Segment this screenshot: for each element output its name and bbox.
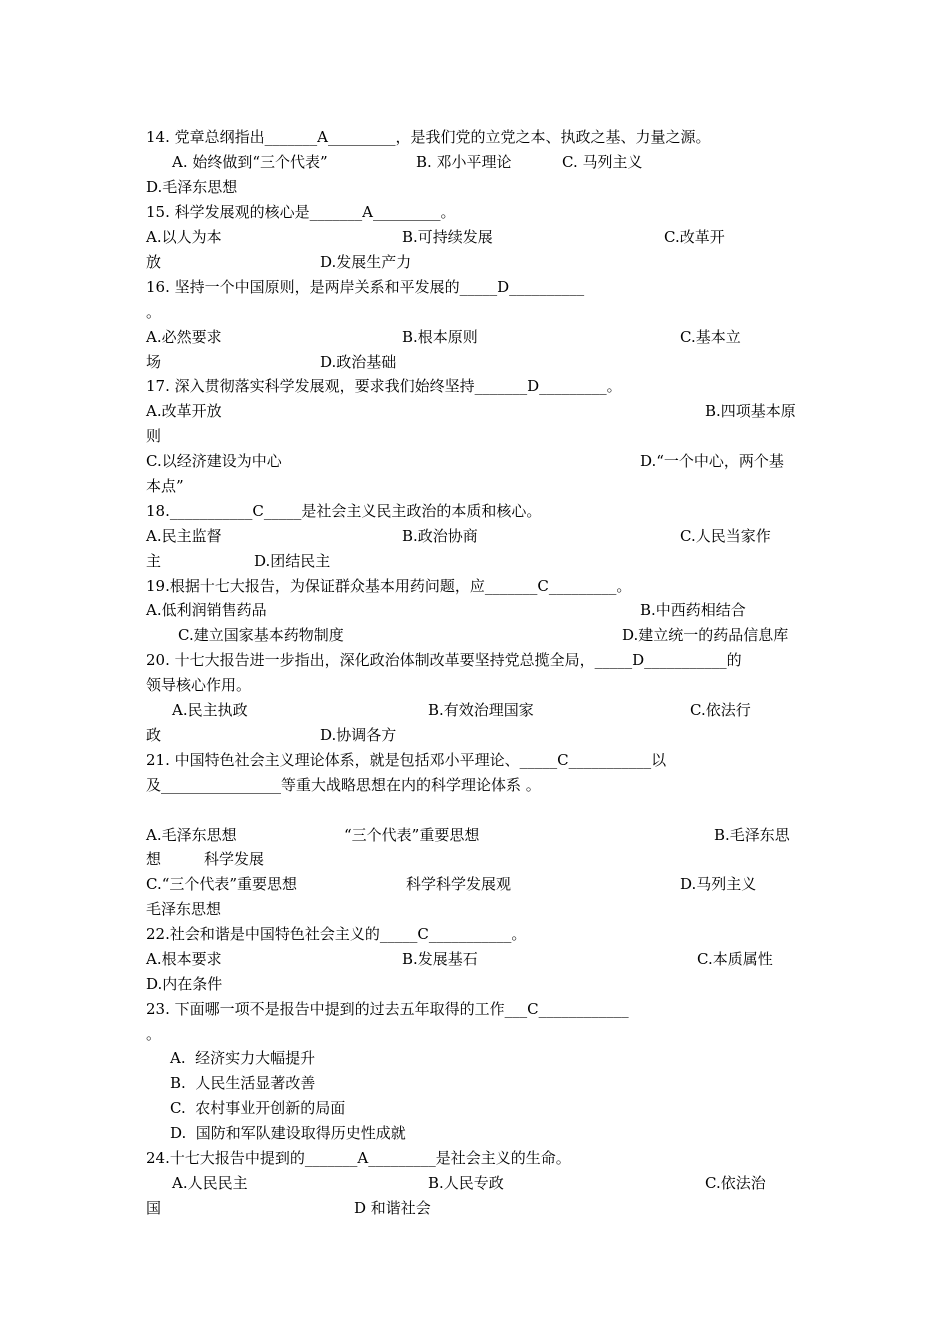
option-20-b: B.有效治理国家 [428, 701, 534, 719]
option-20-c-wrap: 政 [146, 726, 162, 744]
option-21-a: A.毛泽东思想 [146, 826, 237, 844]
question-20: 20. 十七大报告进一步指出，深化政治体制改革要坚持党总揽全局，_____D___________的 [146, 651, 742, 669]
question-18: 18.___________C_____是社会主义民主政治的本质和核心。 [146, 502, 542, 520]
option-19-b: B.中西药相结合 [640, 601, 746, 619]
option-16-c: C.基本立 [680, 328, 741, 346]
question-24: 24.十七大报告中提到的_______A_________是社会主义的生命。 [146, 1149, 571, 1167]
question-15: 15. 科学发展观的核心是_______A_________。 [146, 203, 456, 221]
option-17-a: A.改革开放 [146, 402, 222, 420]
option-21-b-part2: 科学发展 [204, 850, 265, 868]
option-20-d: D.协调各方 [320, 726, 397, 744]
option-21-a-part2: “三个代表”重要思想 [344, 826, 480, 844]
option-22-d: D.内在条件 [146, 975, 223, 993]
option-14-d: D.毛泽东思想 [146, 178, 238, 196]
option-20-a: A.民主执政 [172, 701, 248, 719]
option-16-a: A.必然要求 [146, 328, 222, 346]
question-20-wrap: 领导核心作用。 [146, 676, 252, 694]
option-22-a: A.根本要求 [146, 950, 222, 968]
option-21-b-wrap: 想 [146, 850, 162, 868]
option-24-b: B.人民专政 [428, 1174, 504, 1192]
option-18-a: A.民主监督 [146, 527, 222, 545]
question-19: 19.根据十七大报告，为保证群众基本用药问题，应_______C_________。 [146, 577, 632, 595]
option-17-d-wrap: 本点” [146, 477, 184, 495]
option-21-c: C.“三个代表”重要思想 [146, 875, 298, 893]
option-23-d: D. 国防和军队建设取得历史性成就 [170, 1124, 406, 1142]
question-21-wrap: 及________________等重大战略思想在内的科学理论体系 。 [146, 776, 541, 794]
option-20-c: C.依法行 [690, 701, 751, 719]
question-14: 14. 党章总纲指出_______A_________，是我们党的立党之本、执政之基、力量之源。 [146, 128, 711, 146]
option-14-c: C. 马列主义 [562, 153, 643, 171]
question-16: 16. 坚持一个中国原则，是两岸关系和平发展的_____D__________ [146, 278, 585, 296]
option-19-a: A.低利润销售药品 [146, 601, 267, 619]
question-17: 17. 深入贯彻落实科学发展观，要求我们始终坚持_______D_________。 [146, 377, 622, 395]
option-24-c: C.依法治 [705, 1174, 766, 1192]
question-23: 23. 下面哪一项不是报告中提到的过去五年取得的工作___C____________ [146, 1000, 629, 1018]
option-15-b: B.可持续发展 [402, 228, 493, 246]
option-15-c-wrap: 放 [146, 253, 162, 271]
question-16-wrap: 。 [146, 303, 162, 321]
option-15-c: C.改革开 [664, 228, 725, 246]
option-18-c-wrap: 主 [146, 552, 162, 570]
option-24-a: A.人民民主 [172, 1174, 248, 1192]
option-14-a: A. 始终做到“三个代表” [172, 153, 328, 171]
option-24-d: D 和谐社会 [354, 1199, 431, 1217]
option-19-c: C.建立国家基本药物制度 [178, 626, 344, 644]
option-21-c-part2: 科学科学发展观 [406, 875, 512, 893]
question-22: 22.社会和谐是中国特色社会主义的_____C___________。 [146, 925, 527, 943]
option-16-b: B.根本原则 [402, 328, 478, 346]
option-23-a: A. 经济实力大幅提升 [170, 1049, 316, 1067]
option-15-a: A.以人为本 [146, 228, 222, 246]
option-17-c: C.以经济建设为中心 [146, 452, 282, 470]
option-18-b: B.政治协商 [402, 527, 478, 545]
option-17-b-wrap: 则 [146, 427, 162, 445]
option-19-d: D.建立统一的药品信息库 [622, 626, 789, 644]
option-15-d: D.发展生产力 [320, 253, 412, 271]
option-21-b: B.毛泽东思 [714, 826, 790, 844]
option-23-b: B. 人民生活显著改善 [170, 1074, 316, 1092]
option-22-c: C.本质属性 [697, 950, 773, 968]
option-18-d: D.团结民主 [254, 552, 331, 570]
option-18-c: C.人民当家作 [680, 527, 771, 545]
option-23-c: C. 农村事业开创新的局面 [170, 1099, 346, 1117]
option-21-d: D.马列主义 [680, 875, 757, 893]
option-21-d-wrap: 毛泽东思想 [146, 900, 222, 918]
question-21: 21. 中国特色社会主义理论体系，就是包括邓小平理论、_____C___________以 [146, 751, 667, 769]
option-17-b: B.四项基本原 [705, 402, 796, 420]
question-23-wrap: 。 [146, 1025, 162, 1043]
option-16-c-wrap: 场 [146, 353, 162, 371]
option-14-b: B. 邓小平理论 [416, 153, 512, 171]
option-16-d: D.政治基础 [320, 353, 397, 371]
option-17-d: D.“一个中心，两个基 [640, 452, 784, 470]
option-24-c-wrap: 国 [146, 1199, 162, 1217]
option-22-b: B.发展基石 [402, 950, 478, 968]
